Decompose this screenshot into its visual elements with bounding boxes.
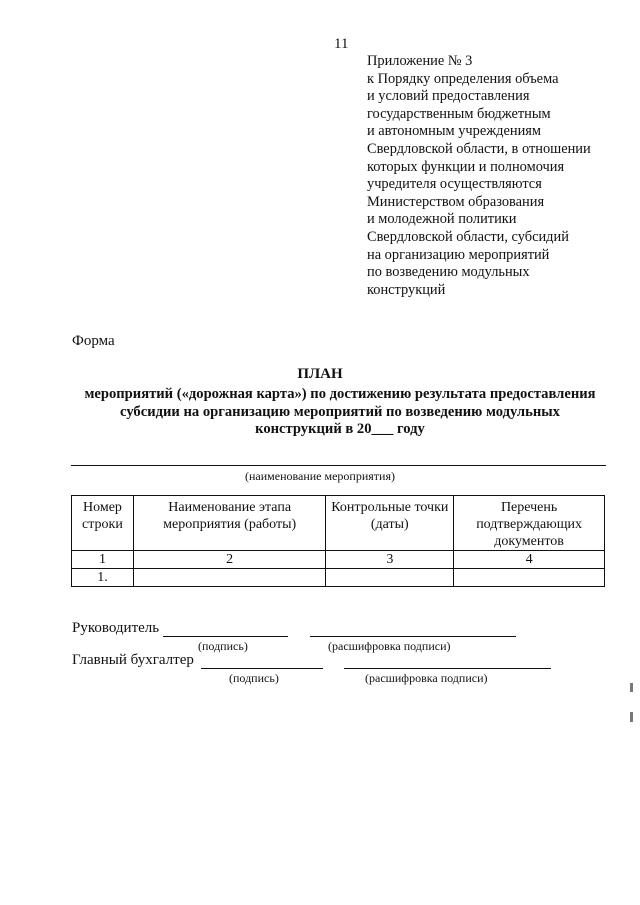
head-name-line <box>310 636 516 637</box>
appendix-block <box>367 53 632 299</box>
form-label: Форма <box>72 333 115 349</box>
appendix-line: конструкций <box>367 281 446 298</box>
event-name-caption: (наименование мероприятия) <box>245 469 395 483</box>
plan-subtitle <box>62 386 618 439</box>
appendix-line: Приложение № 3 <box>367 53 473 69</box>
appendix-line: и условий предоставления <box>367 88 530 105</box>
appendix-line: и автономным учреждениям <box>367 123 542 140</box>
table-row <box>72 569 605 587</box>
accountant-signature-line <box>201 668 323 669</box>
event-name-line <box>71 465 606 466</box>
table-cell <box>326 569 454 587</box>
header-documents: Перечень подтверждающих документов <box>454 496 605 551</box>
table-cell: 2 <box>133 551 326 569</box>
plan-subtitle-line: конструкций в 20___ году <box>255 421 425 437</box>
table-header-row <box>72 496 605 551</box>
plan-table <box>71 495 605 587</box>
appendix-line: Свердловской области, субсидий <box>367 228 569 245</box>
table-row <box>72 551 605 569</box>
scan-artifact <box>630 712 633 722</box>
head-name-caption: (расшифровка подписи) <box>328 639 451 653</box>
accountant-label: Главный бухгалтер <box>72 652 194 668</box>
appendix-line: и молодежной политики <box>367 211 517 228</box>
head-label: Руководитель <box>72 620 160 636</box>
table-cell: 1 <box>72 551 134 569</box>
accountant-name-caption: (расшифровка подписи) <box>365 671 488 685</box>
page-number: 11 <box>334 36 349 52</box>
appendix-line: на организацию мероприятий <box>367 246 550 263</box>
appendix-line: Министерством образования <box>367 193 545 210</box>
header-row-number: Номер строки <box>72 496 134 551</box>
head-signature-line <box>163 636 288 637</box>
plan-title: ПЛАН <box>297 366 343 382</box>
table-cell <box>454 569 605 587</box>
header-checkpoints: Контрольные точки (даты) <box>326 496 454 551</box>
plan-subtitle-line: субсидии на организацию мероприятий по возведению модульных <box>120 403 560 420</box>
appendix-line: учредителя осуществляются <box>367 176 542 193</box>
head-signature-caption: (подпись) <box>198 639 248 653</box>
appendix-line: Свердловской области, в отношении <box>367 140 591 157</box>
accountant-name-line <box>344 668 551 669</box>
appendix-line: к Порядку определения объема <box>367 70 559 87</box>
header-stage-name: Наименование этапа мероприятия (работы) <box>133 496 326 551</box>
appendix-line: которых функции и полномочия <box>367 158 565 175</box>
table-cell: 1. <box>72 569 134 587</box>
plan-subtitle-line: мероприятий («дорожная карта») по достижению результата предоставления <box>84 386 596 402</box>
scan-artifact <box>630 683 633 692</box>
accountant-signature-caption: (подпись) <box>229 671 279 685</box>
table-cell: 4 <box>454 551 605 569</box>
appendix-line: по возведению модульных <box>367 264 530 281</box>
table-cell <box>133 569 326 587</box>
table-cell: 3 <box>326 551 454 569</box>
appendix-line: государственным бюджетным <box>367 105 551 122</box>
